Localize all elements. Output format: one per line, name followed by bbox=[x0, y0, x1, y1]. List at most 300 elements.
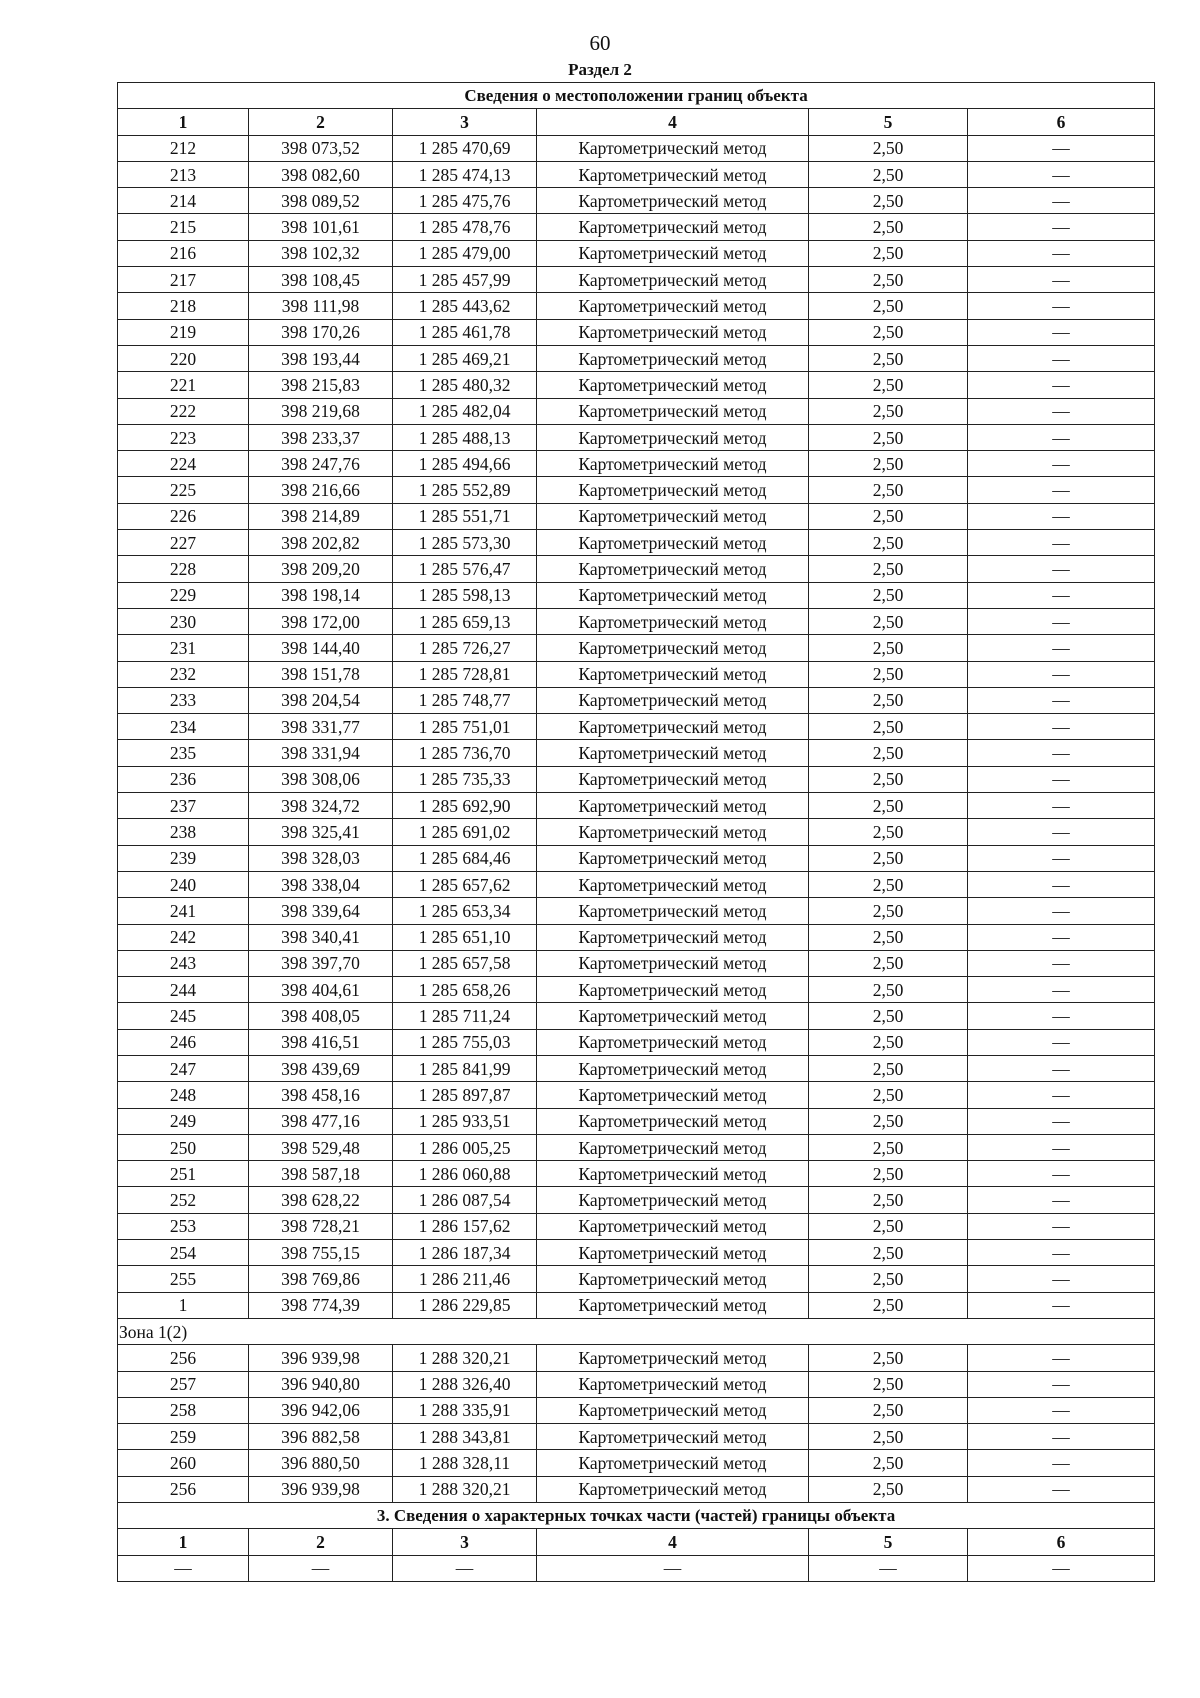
table-cell-col5: 2,50 bbox=[809, 740, 968, 766]
table-cell-col1: 214 bbox=[118, 188, 249, 214]
table-cell-col4: Картометрический метод bbox=[537, 740, 809, 766]
table-cell-col3: 1 285 474,13 bbox=[393, 161, 537, 187]
table-cell-col4: Картометрический метод bbox=[537, 845, 809, 871]
table-cell-col2: 396 880,50 bbox=[249, 1450, 393, 1476]
table-cell-col1: 243 bbox=[118, 950, 249, 976]
table-cell-col2: 398 308,06 bbox=[249, 766, 393, 792]
table-cell-col6: — bbox=[968, 293, 1155, 319]
table-cell-col4: Картометрический метод bbox=[537, 1003, 809, 1029]
table-cell-col2: 398 458,16 bbox=[249, 1082, 393, 1108]
table-cell-col5: 2,50 bbox=[809, 214, 968, 240]
table-cell-col1: 219 bbox=[118, 319, 249, 345]
table-cell-col2: 398 774,39 bbox=[249, 1292, 393, 1318]
table-cell-col6: — bbox=[968, 319, 1155, 345]
table-cell-col4: 4 bbox=[537, 1529, 809, 1555]
table-cell-col2: 398 628,22 bbox=[249, 1187, 393, 1213]
table-cell-col5: 2,50 bbox=[809, 950, 968, 976]
page-number: 60 bbox=[589, 31, 611, 55]
table-cell-col1: 228 bbox=[118, 556, 249, 582]
table-cell-col1: 258 bbox=[118, 1397, 249, 1423]
table-row bbox=[118, 740, 1155, 766]
table-row bbox=[118, 424, 1155, 450]
table-cell-col3: 1 285 653,34 bbox=[393, 898, 537, 924]
table-cell-col4: Картометрический метод bbox=[537, 214, 809, 240]
table-cell-col3: 1 285 488,13 bbox=[393, 424, 537, 450]
table-cell-col3: 1 285 736,70 bbox=[393, 740, 537, 766]
table-cell-col5: 2,50 bbox=[809, 398, 968, 424]
table-cell-col4: Картометрический метод bbox=[537, 1397, 809, 1423]
table-cell-col2: 398 202,82 bbox=[249, 530, 393, 556]
table-cell-col3: — bbox=[393, 1555, 537, 1581]
table-row bbox=[118, 135, 1155, 161]
table-cell-col1: 238 bbox=[118, 819, 249, 845]
table-cell-col6: — bbox=[968, 267, 1155, 293]
table-cell-col4: Картометрический метод bbox=[537, 319, 809, 345]
table-cell-col4: Картометрический метод bbox=[537, 1266, 809, 1292]
table-cell-col5: 2,50 bbox=[809, 424, 968, 450]
table-cell-col4: Картометрический метод bbox=[537, 135, 809, 161]
table-row bbox=[118, 871, 1155, 897]
table-row bbox=[118, 1240, 1155, 1266]
table-cell-col2: 398 328,03 bbox=[249, 845, 393, 871]
table-cell-col3: 1 285 657,58 bbox=[393, 950, 537, 976]
table-cell-col2: 398 340,41 bbox=[249, 924, 393, 950]
table-cell-col4: Картометрический метод bbox=[537, 714, 809, 740]
table-cell-col6: — bbox=[968, 661, 1155, 687]
table-cell-col6: — bbox=[968, 1003, 1155, 1029]
table-cell-col4: Картометрический метод bbox=[537, 1240, 809, 1266]
table-row bbox=[118, 977, 1155, 1003]
table-row bbox=[118, 1371, 1155, 1397]
table-row bbox=[118, 267, 1155, 293]
table-cell-col4: Картометрический метод bbox=[537, 1292, 809, 1318]
table-cell-col3: 1 286 060,88 bbox=[393, 1161, 537, 1187]
table-cell-col6: — bbox=[968, 582, 1155, 608]
table-cell-col5: 2,50 bbox=[809, 1213, 968, 1239]
table-cell-col2: 396 942,06 bbox=[249, 1397, 393, 1423]
table-cell-col2: 2 bbox=[249, 109, 393, 135]
table-cell-col4: Картометрический метод bbox=[537, 1424, 809, 1450]
table-cell-col4: Картометрический метод bbox=[537, 766, 809, 792]
table-cell-col2: 2 bbox=[249, 1529, 393, 1555]
table-cell-col1: 234 bbox=[118, 714, 249, 740]
table-cell-col5: 2,50 bbox=[809, 1003, 968, 1029]
table-cell-col3: 1 286 157,62 bbox=[393, 1213, 537, 1239]
table-cell-col4: Картометрический метод bbox=[537, 1476, 809, 1502]
table-cell-col4: Картометрический метод bbox=[537, 345, 809, 371]
table-cell-col1: 227 bbox=[118, 530, 249, 556]
table-row bbox=[118, 1134, 1155, 1160]
table-row bbox=[118, 477, 1155, 503]
table-cell-col1: 235 bbox=[118, 740, 249, 766]
table-cell-col6: — bbox=[968, 424, 1155, 450]
part-column-number-row bbox=[118, 1529, 1155, 1555]
table-cell-col2: 398 111,98 bbox=[249, 293, 393, 319]
table-cell-col1: 213 bbox=[118, 161, 249, 187]
table-row bbox=[118, 345, 1155, 371]
table-cell-col5: 2,50 bbox=[809, 1055, 968, 1081]
table-cell-col1: 249 bbox=[118, 1108, 249, 1134]
table-row bbox=[118, 1029, 1155, 1055]
table-cell-col2: 398 209,20 bbox=[249, 556, 393, 582]
table-cell-col5: 2,50 bbox=[809, 135, 968, 161]
table-cell-col1: 222 bbox=[118, 398, 249, 424]
table-cell-col6: — bbox=[968, 1424, 1155, 1450]
table-cell-col5: 2,50 bbox=[809, 687, 968, 713]
table-cell-col3: 1 285 748,77 bbox=[393, 687, 537, 713]
table-row bbox=[118, 188, 1155, 214]
table-cell-col4: Картометрический метод bbox=[537, 424, 809, 450]
table-cell-col6: — bbox=[968, 503, 1155, 529]
table-cell-col3: 1 288 320,21 bbox=[393, 1476, 537, 1502]
table-cell-col3: 1 285 598,13 bbox=[393, 582, 537, 608]
table-cell-col4: Картометрический метод bbox=[537, 924, 809, 950]
table-cell-col5: 5 bbox=[809, 1529, 968, 1555]
table-cell-col1: 251 bbox=[118, 1161, 249, 1187]
table-cell-col2: 398 247,76 bbox=[249, 451, 393, 477]
table-cell-col4: Картометрический метод bbox=[537, 687, 809, 713]
table-cell-col3: 1 286 211,46 bbox=[393, 1266, 537, 1292]
table-cell-col5: 2,50 bbox=[809, 661, 968, 687]
table-cell-col2: 398 204,54 bbox=[249, 687, 393, 713]
table-cell-col5: 2,50 bbox=[809, 477, 968, 503]
table-row bbox=[118, 1476, 1155, 1502]
table-cell-col1: 245 bbox=[118, 1003, 249, 1029]
table-cell-col4: Картометрический метод bbox=[537, 950, 809, 976]
table-cell-col3: 1 285 755,03 bbox=[393, 1029, 537, 1055]
table-row bbox=[118, 845, 1155, 871]
table-cell-col3: 1 288 343,81 bbox=[393, 1424, 537, 1450]
table-cell-col6: — bbox=[968, 793, 1155, 819]
table-cell-col1: 226 bbox=[118, 503, 249, 529]
table-cell-col3: 1 285 551,71 bbox=[393, 503, 537, 529]
table-cell-col4: Картометрический метод bbox=[537, 582, 809, 608]
table-cell-col2: 398 198,14 bbox=[249, 582, 393, 608]
table-cell-col2: 398 144,40 bbox=[249, 635, 393, 661]
table-cell-col3: 1 285 478,76 bbox=[393, 214, 537, 240]
table-cell-col4: Картометрический метод bbox=[537, 240, 809, 266]
table-cell-col6: — bbox=[968, 977, 1155, 1003]
table-cell-col5: 2,50 bbox=[809, 1029, 968, 1055]
table-cell-col5: 2,50 bbox=[809, 161, 968, 187]
table-cell-col2: 398 233,37 bbox=[249, 424, 393, 450]
table-cell-col6: — bbox=[968, 819, 1155, 845]
table-cell-col4: Картометрический метод bbox=[537, 503, 809, 529]
table-row bbox=[118, 1292, 1155, 1318]
table-row bbox=[118, 819, 1155, 845]
table-cell-col2: 396 940,80 bbox=[249, 1371, 393, 1397]
table-cell-col2: 398 108,45 bbox=[249, 267, 393, 293]
table-cell-col5: 2,50 bbox=[809, 1292, 968, 1318]
table-cell-col3: 1 285 576,47 bbox=[393, 556, 537, 582]
table-row bbox=[118, 898, 1155, 924]
table-row bbox=[118, 1345, 1155, 1371]
table-cell-col1: 256 bbox=[118, 1345, 249, 1371]
table-cell-col1: 229 bbox=[118, 582, 249, 608]
table-cell-col1: 242 bbox=[118, 924, 249, 950]
table-row bbox=[118, 1082, 1155, 1108]
table-row bbox=[118, 451, 1155, 477]
table-cell-col5: 2,50 bbox=[809, 1108, 968, 1134]
table-cell-col2: 398 214,89 bbox=[249, 503, 393, 529]
table-cell-col6: — bbox=[968, 135, 1155, 161]
table-cell-col6: — bbox=[968, 451, 1155, 477]
table-cell-col5: 2,50 bbox=[809, 977, 968, 1003]
table-cell-col1: 225 bbox=[118, 477, 249, 503]
table-cell-col1: 221 bbox=[118, 372, 249, 398]
table-cell-col5: 2,50 bbox=[809, 1161, 968, 1187]
table-cell-col6: — bbox=[968, 1161, 1155, 1187]
table-cell-col4: Картометрический метод bbox=[537, 1371, 809, 1397]
table-cell-col3: 1 285 726,27 bbox=[393, 635, 537, 661]
table-cell-col6: — bbox=[968, 740, 1155, 766]
table-cell-col2: 398 219,68 bbox=[249, 398, 393, 424]
table-cell-col2: 398 338,04 bbox=[249, 871, 393, 897]
table-cell-col2: 398 082,60 bbox=[249, 161, 393, 187]
table-cell-col5: 2,50 bbox=[809, 319, 968, 345]
table-cell-col6: — bbox=[968, 950, 1155, 976]
table-cell-col4: Картометрический метод bbox=[537, 1213, 809, 1239]
table-cell-col3: 1 285 469,21 bbox=[393, 345, 537, 371]
table-cell-col6: — bbox=[968, 345, 1155, 371]
table-cell-col3: 1 286 187,34 bbox=[393, 1240, 537, 1266]
table-cell-col1: 231 bbox=[118, 635, 249, 661]
table-cell-col6: — bbox=[968, 845, 1155, 871]
table-row bbox=[118, 1555, 1155, 1581]
table-cell-col6: 6 bbox=[968, 109, 1155, 135]
table-cell-col5: 2,50 bbox=[809, 793, 968, 819]
table-cell-col1: 254 bbox=[118, 1240, 249, 1266]
table-cell-col3: 1 285 897,87 bbox=[393, 1082, 537, 1108]
table-cell-col4: Картометрический метод bbox=[537, 267, 809, 293]
table-cell-col4: Картометрический метод bbox=[537, 871, 809, 897]
table-cell-col6: — bbox=[968, 188, 1155, 214]
table-cell-col2: 398 728,21 bbox=[249, 1213, 393, 1239]
table-cell-col6: — bbox=[968, 477, 1155, 503]
table-row bbox=[118, 372, 1155, 398]
table-row bbox=[118, 1161, 1155, 1187]
table-cell-col5: 2,50 bbox=[809, 1450, 968, 1476]
table-cell-col3: 1 285 480,32 bbox=[393, 372, 537, 398]
table-heading-text: Сведения о местоположении границ объекта bbox=[118, 83, 1155, 109]
table-cell-col6: — bbox=[968, 898, 1155, 924]
table-row bbox=[118, 1450, 1155, 1476]
table-cell-col1: 240 bbox=[118, 871, 249, 897]
table-cell-col1: 253 bbox=[118, 1213, 249, 1239]
table-row bbox=[118, 608, 1155, 634]
table-cell-col6: — bbox=[968, 635, 1155, 661]
table-cell-col2: 398 529,48 bbox=[249, 1134, 393, 1160]
table-cell-col4: Картометрический метод bbox=[537, 819, 809, 845]
table-cell-col5: 2,50 bbox=[809, 1397, 968, 1423]
table-cell-col5: 2,50 bbox=[809, 556, 968, 582]
table-cell-col4: Картометрический метод bbox=[537, 188, 809, 214]
table-cell-col6: — bbox=[968, 687, 1155, 713]
table-row bbox=[118, 1187, 1155, 1213]
table-cell-col3: 1 285 933,51 bbox=[393, 1108, 537, 1134]
table-cell-col2: 398 073,52 bbox=[249, 135, 393, 161]
table-cell-col4: Картометрический метод bbox=[537, 556, 809, 582]
table-row bbox=[118, 635, 1155, 661]
table-cell-col2: 398 089,52 bbox=[249, 188, 393, 214]
table-cell-col1: — bbox=[118, 1555, 249, 1581]
table-cell-col6: — bbox=[968, 1266, 1155, 1292]
table-cell-col5: 2,50 bbox=[809, 267, 968, 293]
table-row bbox=[118, 214, 1155, 240]
table-cell-col1: 246 bbox=[118, 1029, 249, 1055]
table-cell-col5: 2,50 bbox=[809, 714, 968, 740]
table-cell-col3: 1 285 751,01 bbox=[393, 714, 537, 740]
table-cell-col4: Картометрический метод bbox=[537, 1187, 809, 1213]
table-cell-col6: — bbox=[968, 1292, 1155, 1318]
table-cell-col4: Картометрический метод bbox=[537, 1345, 809, 1371]
table-cell-col3: 1 285 691,02 bbox=[393, 819, 537, 845]
table-cell-col1: 224 bbox=[118, 451, 249, 477]
table-cell-col3: 1 288 328,11 bbox=[393, 1450, 537, 1476]
table-cell-col1: 260 bbox=[118, 1450, 249, 1476]
table-cell-col3: 1 288 320,21 bbox=[393, 1345, 537, 1371]
table-cell-col6: — bbox=[968, 1029, 1155, 1055]
table-cell-col5: 5 bbox=[809, 109, 968, 135]
table-cell-col1: 257 bbox=[118, 1371, 249, 1397]
table-row bbox=[118, 661, 1155, 687]
table-cell-col3: 1 286 005,25 bbox=[393, 1134, 537, 1160]
table-cell-col1: 232 bbox=[118, 661, 249, 687]
table-cell-col5: 2,50 bbox=[809, 1134, 968, 1160]
table-row bbox=[118, 556, 1155, 582]
table-cell-col6: — bbox=[968, 1187, 1155, 1213]
table-cell-col1: 230 bbox=[118, 608, 249, 634]
table-cell-col5: 2,50 bbox=[809, 1187, 968, 1213]
table-row bbox=[118, 530, 1155, 556]
table-cell-col5: 2,50 bbox=[809, 188, 968, 214]
table-cell-col5: 2,50 bbox=[809, 372, 968, 398]
table-cell-col5: 2,50 bbox=[809, 1371, 968, 1397]
table-cell-col3: 1 285 657,62 bbox=[393, 871, 537, 897]
table-cell-col3: 1 285 692,90 bbox=[393, 793, 537, 819]
table-cell-col6: — bbox=[968, 608, 1155, 634]
table-cell-col3: 1 285 482,04 bbox=[393, 398, 537, 424]
table-cell-col4: Картометрический метод bbox=[537, 898, 809, 924]
table-cell-col6: 6 bbox=[968, 1529, 1155, 1555]
table-cell-col4: Картометрический метод bbox=[537, 161, 809, 187]
table-cell-col6: — bbox=[968, 766, 1155, 792]
table-cell-col6: — bbox=[968, 1450, 1155, 1476]
table-cell-col2: 398 416,51 bbox=[249, 1029, 393, 1055]
table-cell-col4: Картометрический метод bbox=[537, 372, 809, 398]
table-row bbox=[118, 766, 1155, 792]
table-cell-col2: 398 172,00 bbox=[249, 608, 393, 634]
table-cell-col6: — bbox=[968, 1082, 1155, 1108]
table-cell-col4: 4 bbox=[537, 109, 809, 135]
table-cell-col6: — bbox=[968, 1476, 1155, 1502]
table-cell-col4: Картометрический метод bbox=[537, 1108, 809, 1134]
table-cell-col4: Картометрический метод bbox=[537, 477, 809, 503]
table-row bbox=[118, 1003, 1155, 1029]
table-cell-col3: 1 285 684,46 bbox=[393, 845, 537, 871]
table-cell-col1: 256 bbox=[118, 1476, 249, 1502]
table-cell-col1: 252 bbox=[118, 1187, 249, 1213]
table-cell-col3: 3 bbox=[393, 1529, 537, 1555]
table-cell-col4: Картометрический метод bbox=[537, 1161, 809, 1187]
table-cell-col3: 1 286 087,54 bbox=[393, 1187, 537, 1213]
table-cell-col6: — bbox=[968, 398, 1155, 424]
table-cell-col5: 2,50 bbox=[809, 1345, 968, 1371]
table-cell-col5: 2,50 bbox=[809, 451, 968, 477]
table-cell-col4: Картометрический метод bbox=[537, 635, 809, 661]
table-cell-col5: 2,50 bbox=[809, 635, 968, 661]
table-cell-col1: 223 bbox=[118, 424, 249, 450]
table-cell-col1: 255 bbox=[118, 1266, 249, 1292]
table-cell-col3: 1 285 711,24 bbox=[393, 1003, 537, 1029]
table-cell-col1: 212 bbox=[118, 135, 249, 161]
table-cell-col1: 247 bbox=[118, 1055, 249, 1081]
table-cell-col2: 398 587,18 bbox=[249, 1161, 393, 1187]
table-row bbox=[118, 793, 1155, 819]
table-cell-col6: — bbox=[968, 1345, 1155, 1371]
table-cell-col6: — bbox=[968, 530, 1155, 556]
table-cell-col3: 1 285 735,33 bbox=[393, 766, 537, 792]
part-heading-text: 3. Сведения о характерных точках части (частей) границы объекта bbox=[118, 1503, 1155, 1529]
table-cell-col4: Картометрический метод bbox=[537, 530, 809, 556]
table-cell-col3: 1 288 326,40 bbox=[393, 1371, 537, 1397]
table-cell-col1: 236 bbox=[118, 766, 249, 792]
table-cell-col5: 2,50 bbox=[809, 1240, 968, 1266]
table-cell-col1: 216 bbox=[118, 240, 249, 266]
table-cell-col4: Картометрический метод bbox=[537, 451, 809, 477]
table-row bbox=[118, 1266, 1155, 1292]
table-cell-col5: 2,50 bbox=[809, 819, 968, 845]
section-title: Раздел 2 bbox=[568, 60, 632, 79]
table-row bbox=[118, 293, 1155, 319]
table-row bbox=[118, 1424, 1155, 1450]
table-cell-col5: 2,50 bbox=[809, 582, 968, 608]
table-cell-col2: 398 325,41 bbox=[249, 819, 393, 845]
table-cell-col2: 398 339,64 bbox=[249, 898, 393, 924]
table-cell-col2: 398 151,78 bbox=[249, 661, 393, 687]
table-cell-col2: 398 331,94 bbox=[249, 740, 393, 766]
table-row bbox=[118, 1108, 1155, 1134]
table-cell-col2: 398 216,66 bbox=[249, 477, 393, 503]
table-cell-col6: — bbox=[968, 1240, 1155, 1266]
table-cell-col5: 2,50 bbox=[809, 240, 968, 266]
table-cell-col4: Картометрический метод bbox=[537, 793, 809, 819]
table-cell-col6: — bbox=[968, 871, 1155, 897]
table-cell-col1: 248 bbox=[118, 1082, 249, 1108]
table-cell-col1: 215 bbox=[118, 214, 249, 240]
table-cell-col2: 398 193,44 bbox=[249, 345, 393, 371]
table-row bbox=[118, 319, 1155, 345]
table-row bbox=[118, 1397, 1155, 1423]
table-row bbox=[118, 398, 1155, 424]
table-cell-col2: 398 404,61 bbox=[249, 977, 393, 1003]
table-row bbox=[118, 503, 1155, 529]
table-cell-col2: 396 882,58 bbox=[249, 1424, 393, 1450]
table-cell-col6: — bbox=[968, 214, 1155, 240]
table-cell-col1: 220 bbox=[118, 345, 249, 371]
table-cell-col5: — bbox=[809, 1555, 968, 1581]
table-cell-col5: 2,50 bbox=[809, 1082, 968, 1108]
boundary-table bbox=[117, 82, 1155, 1582]
table-row bbox=[118, 240, 1155, 266]
table-cell-col3: 1 285 479,00 bbox=[393, 240, 537, 266]
table-cell-col4: Картометрический метод bbox=[537, 398, 809, 424]
table-cell-col2: 398 439,69 bbox=[249, 1055, 393, 1081]
table-cell-col6: — bbox=[968, 1213, 1155, 1239]
table-row bbox=[118, 687, 1155, 713]
table-cell-col5: 2,50 bbox=[809, 608, 968, 634]
table-cell-col1: 217 bbox=[118, 267, 249, 293]
